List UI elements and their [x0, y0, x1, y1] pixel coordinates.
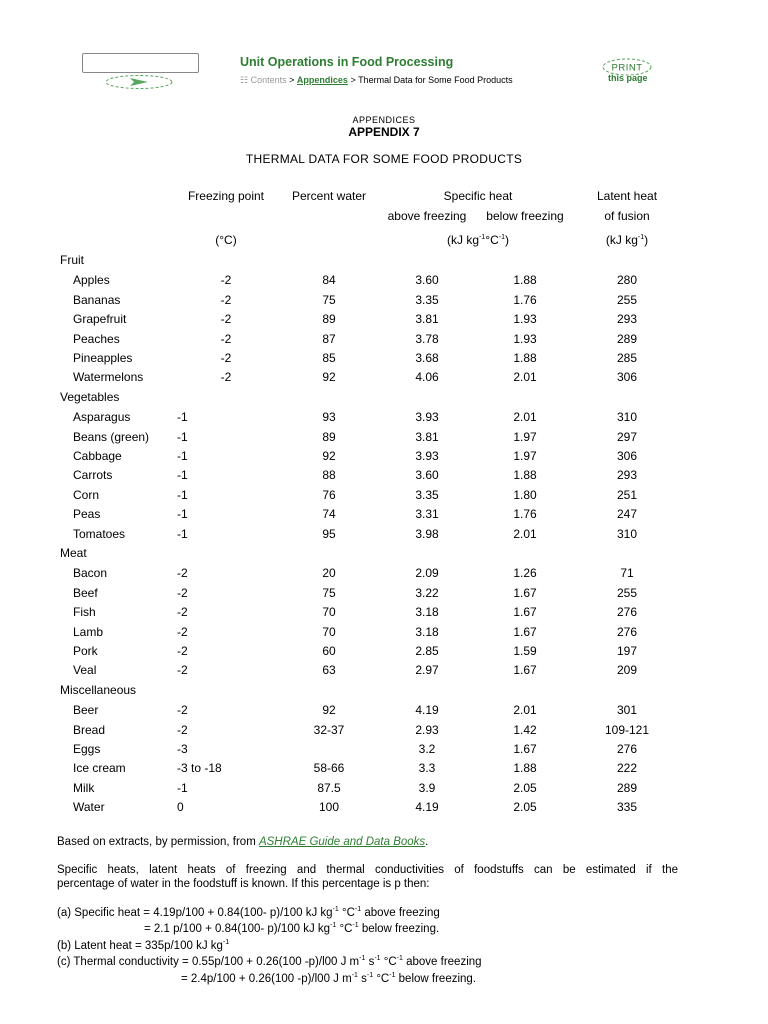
header-latent-heat: Latent heat [596, 189, 658, 203]
freezing-point-cell: -2 [220, 370, 232, 385]
product-name-cell: Watermelons [73, 370, 144, 385]
product-name-cell: Cabbage [73, 449, 122, 463]
specific-heat-above-cell: 2.09 [415, 566, 439, 581]
latent-heat-cell: 289 [616, 780, 638, 795]
category-heading: Fruit [60, 253, 84, 267]
specific-heat-below-cell: 2.01 [513, 370, 537, 385]
specific-heat-above-cell: 3.22 [415, 585, 439, 600]
specific-heat-below-cell: 1.67 [513, 663, 537, 678]
percent-water-cell: 88 [322, 468, 336, 483]
freezing-point-cell: -1 [177, 526, 188, 541]
specific-heat-above-cell: 3.68 [415, 351, 439, 365]
latent-heat-cell: 310 [616, 410, 638, 425]
header-of-fusion: of fusion [604, 209, 650, 223]
latent-heat-cell: 209 [616, 663, 638, 678]
latent-heat-cell: 301 [616, 703, 638, 718]
latent-heat-cell: 285 [616, 351, 638, 365]
specific-heat-above-cell: 3.93 [415, 449, 439, 463]
specific-heat-above-cell: 3.81 [415, 312, 439, 327]
specific-heat-above-cell: 3.3 [418, 761, 436, 776]
freezing-point-cell: 0 [177, 800, 184, 815]
header-specific-heat-unit: (kJ $kg^{-1}^\circ C^{-1}$) [447, 233, 509, 247]
product-name-cell: Tomatoes [73, 526, 126, 541]
specific-heat-above-cell: 2.93 [415, 722, 439, 737]
go-button[interactable] [104, 74, 174, 90]
latent-heat-cell: 310 [616, 526, 638, 541]
specific-heat-above-cell: 4.19 [415, 703, 439, 718]
freezing-point-cell: -3 to -18 [177, 761, 222, 776]
latent-heat-cell: 297 [616, 429, 638, 444]
specific-heat-below-cell: 1.93 [513, 331, 537, 346]
specific-heat-below-cell: 1.67 [513, 605, 537, 620]
latent-heat-cell: 276 [616, 742, 638, 756]
ashrae-link[interactable]: ASHRAE Guide and Data Books [258, 836, 426, 848]
percent-water-cell: 89 [322, 312, 336, 327]
formula-b: (b) Latent heat = 335p/100 kJ $kg^{-1}$ [57, 939, 230, 952]
freezing-point-cell: -1 [177, 780, 188, 795]
freezing-point-cell: -2 [220, 351, 232, 365]
percent-water-cell: 74 [322, 507, 336, 522]
freezing-point-cell: -2 [177, 644, 188, 658]
category-heading: Vegetables [60, 389, 120, 404]
latent-heat-cell: 335 [616, 800, 638, 815]
arrow-right-icon [130, 78, 148, 86]
percent-water-cell: 100 [318, 800, 340, 815]
specific-heat-below-cell: 1.67 [513, 742, 537, 756]
product-name-cell: Peas [73, 507, 101, 522]
product-name-cell: Veal [73, 663, 97, 678]
freezing-point-cell: -1 [177, 449, 188, 463]
product-name-cell: Milk [73, 780, 95, 795]
specific-heat-below-cell: 1.88 [513, 761, 537, 776]
specific-heat-above-cell: 4.19 [415, 800, 439, 815]
percent-water-cell: 63 [322, 663, 336, 678]
product-name-cell: Ice cream [73, 761, 126, 776]
search-input[interactable] [82, 53, 199, 73]
product-name-cell: Beer [73, 703, 99, 718]
freezing-point-cell: -2 [177, 566, 188, 581]
specific-heat-below-cell: 1.67 [513, 624, 537, 639]
specific-heat-below-cell: 1.67 [513, 585, 537, 600]
freezing-point-cell: -2 [220, 312, 232, 327]
paragraph-line-2: percentage of water in the foodstuff is known. If this percentage is p then: [57, 878, 430, 890]
specific-heat-below-cell: 1.76 [513, 507, 537, 522]
percent-water-cell: 75 [322, 292, 336, 307]
freezing-point-cell: -2 [220, 273, 232, 288]
product-name-cell: Fish [73, 605, 96, 620]
product-name-cell: Pork [73, 644, 98, 658]
specific-heat-above-cell: 4.06 [415, 370, 439, 385]
latent-heat-cell: 276 [616, 624, 638, 639]
category-heading: Meat [60, 546, 87, 560]
category-heading: Miscellaneous [60, 682, 137, 697]
table-title: THERMAL DATA FOR SOME FOOD PRODUCTS [245, 152, 523, 166]
specific-heat-below-cell: 1.26 [513, 566, 537, 581]
latent-heat-cell: 255 [616, 292, 638, 307]
product-name-cell: Asparagus [73, 410, 131, 425]
freezing-point-cell: -2 [177, 703, 188, 718]
percent-water-cell: 60 [322, 644, 336, 658]
percent-water-cell: 95 [322, 526, 336, 541]
product-name-cell: Beef [73, 585, 98, 600]
product-name-cell: Lamb [73, 624, 104, 639]
specific-heat-above-cell: 3.35 [415, 292, 439, 307]
percent-water-cell: 92 [322, 703, 336, 718]
freezing-point-cell: -2 [177, 585, 188, 600]
latent-heat-cell: 293 [616, 468, 638, 483]
percent-water-cell: 76 [322, 487, 336, 502]
latent-heat-cell: 71 [620, 566, 634, 581]
product-name-cell: Eggs [73, 742, 101, 756]
latent-heat-cell: 289 [616, 331, 638, 346]
freezing-point-cell: -2 [177, 605, 188, 620]
freezing-point-cell: -1 [177, 507, 188, 522]
breadcrumb: ☷ Contents > Appendices > Thermal Data for Some Food Products [240, 75, 513, 85]
freezing-point-cell: -2 [177, 722, 188, 737]
specific-heat-below-cell: 1.88 [513, 468, 537, 483]
latent-heat-cell: 306 [616, 370, 638, 385]
percent-water-cell: 84 [322, 273, 336, 288]
print-label: PRINT [611, 62, 643, 74]
breadcrumb-current: Thermal Data for Some Food Products [358, 75, 513, 85]
specific-heat-below-cell: 2.05 [513, 780, 537, 795]
header-specific-heat: Specific heat [443, 189, 513, 203]
specific-heat-above-cell: 3.18 [415, 624, 439, 639]
percent-water-cell: 93 [322, 410, 336, 425]
specific-heat-above-cell: 3.81 [415, 429, 439, 444]
latent-heat-cell: 293 [616, 312, 638, 327]
product-name-cell: Apples [73, 273, 110, 288]
latent-heat-cell: 306 [616, 449, 638, 463]
specific-heat-below-cell: 2.01 [513, 410, 537, 425]
freezing-point-cell: -2 [220, 292, 232, 307]
specific-heat-above-cell: 3.18 [415, 605, 439, 620]
freezing-point-cell: -1 [177, 429, 188, 444]
freezing-point-cell: -1 [177, 410, 188, 425]
product-name-cell: Bacon [73, 566, 108, 581]
specific-heat-above-cell: 3.78 [415, 331, 439, 346]
formula-a-above: (a) Specific heat = 4.19p/100 + 0.84(100- p)/100 kJ $kg^{-1}$ $^\circ C^{-1}$ above freezing [57, 906, 440, 919]
percent-water-cell: 92 [322, 370, 336, 385]
specific-heat-below-cell: 1.97 [513, 429, 537, 444]
print-sub-label[interactable]: this page [608, 73, 648, 83]
header-percent-water: Percent water [291, 189, 367, 203]
product-name-cell: Bananas [73, 292, 121, 307]
percent-water-cell: 70 [322, 624, 336, 639]
specific-heat-above-cell: 3.60 [415, 468, 439, 483]
specific-heat-below-cell: 1.80 [513, 487, 537, 502]
freezing-point-cell: -2 [220, 331, 232, 346]
specific-heat-below-cell: 1.97 [513, 449, 537, 463]
specific-heat-below-cell: 1.93 [513, 312, 537, 327]
latent-heat-cell: 276 [616, 605, 638, 620]
header-latent-unit: (kJ $kg^{-1}$) [605, 233, 649, 247]
specific-heat-below-cell: 1.76 [513, 292, 537, 307]
paragraph-line-1: Specific heats, latent heats of freezing and thermal conductivities of foodstuffs can be estimated if the [57, 864, 678, 876]
latent-heat-cell: 255 [616, 585, 638, 600]
specific-heat-below-cell: 2.01 [513, 526, 537, 541]
formula-c-above: (c) Thermal conductivity = 0.55p/100 + 0.26(100 -p)/l00 J $m^{-1}$ $s^{-1}$ $^\circ C^{-1}$ above freezing [57, 955, 482, 968]
specific-heat-above-cell: 3.93 [415, 410, 439, 425]
specific-heat-above-cell: 2.97 [415, 663, 439, 678]
percent-water-cell: 75 [322, 585, 336, 600]
product-name-cell: Grapefruit [73, 312, 127, 327]
latent-heat-cell: 222 [616, 761, 638, 776]
site-title: Unit Operations in Food Processing [240, 55, 454, 69]
specific-heat-above-cell: 3.31 [415, 507, 439, 522]
product-name-cell: Water [73, 800, 105, 815]
specific-heat-above-cell: 2.85 [415, 644, 439, 658]
specific-heat-below-cell: 1.88 [513, 351, 537, 365]
freezing-point-cell: -1 [177, 487, 188, 502]
percent-water-cell: 87.5 [317, 780, 341, 795]
specific-heat-above-cell: 3.60 [415, 273, 439, 288]
latent-heat-cell: 247 [616, 507, 638, 522]
freezing-point-cell: -2 [177, 663, 188, 678]
product-name-cell: Beans (green) [73, 429, 150, 444]
header-below-freezing: below freezing [486, 209, 564, 223]
product-name-cell: Bread [73, 722, 106, 737]
product-name-cell: Pineapples [73, 351, 133, 365]
percent-water-cell: 70 [322, 605, 336, 620]
specific-heat-below-cell: 2.01 [513, 703, 537, 718]
product-name-cell: Corn [73, 487, 100, 502]
contents-icon: ☷ [240, 75, 249, 85]
specific-heat-above-cell: 3.98 [415, 526, 439, 541]
specific-heat-below-cell: 2.05 [513, 800, 537, 815]
header-above-freezing: above freezing [387, 209, 467, 223]
percent-water-cell: 85 [322, 351, 336, 365]
percent-water-cell: 32-37 [313, 722, 345, 737]
breadcrumb-appendices-link[interactable]: Appendices [296, 75, 348, 85]
specific-heat-above-cell: 3.2 [418, 742, 436, 756]
specific-heat-above-cell: 3.9 [418, 780, 436, 795]
product-name-cell: Carrots [73, 468, 113, 483]
percent-water-cell: 92 [322, 449, 336, 463]
specific-heat-above-cell: 3.35 [415, 487, 439, 502]
specific-heat-below-cell: 1.59 [513, 644, 537, 658]
appendix-title: APPENDIX 7 [348, 125, 420, 139]
formula-a-below: = 2.1 p/100 + 0.84(100- p)/100 kJ $kg^{-1}$ $^\circ C^{-1}$ below freezing. [144, 922, 440, 935]
percent-water-cell: 87 [322, 331, 336, 346]
formula-c-below: = 2.4p/100 + 0.26(100 -p)/l00 J $m^{-1}$ $s^{-1}$ $^\circ C^{-1}$ below freezing. [181, 972, 477, 985]
specific-heat-below-cell: 1.42 [513, 722, 537, 737]
specific-heat-below-cell: 1.88 [513, 273, 537, 288]
percent-water-cell: 89 [322, 429, 336, 444]
product-name-cell: Peaches [73, 331, 120, 346]
latent-heat-cell: 197 [616, 644, 638, 658]
freezing-point-cell: -2 [177, 624, 188, 639]
latent-heat-cell: 251 [616, 487, 638, 502]
freezing-point-cell: -3 [177, 742, 188, 756]
percent-water-cell: 20 [322, 566, 336, 581]
percent-water-cell: 58-66 [313, 761, 345, 776]
section-label: APPENDICES [352, 115, 416, 125]
header-freezing-point: Freezing point [187, 189, 265, 203]
breadcrumb-contents-link[interactable]: Contents [250, 75, 287, 85]
latent-heat-cell: 109-121 [604, 722, 650, 737]
source-note: Based on extracts, by permission, from ASHRAE Guide and Data Books. [57, 836, 429, 848]
freezing-point-cell: -1 [177, 468, 188, 483]
header-freezing-unit: (°C) [215, 233, 237, 247]
latent-heat-cell: 280 [616, 273, 638, 288]
